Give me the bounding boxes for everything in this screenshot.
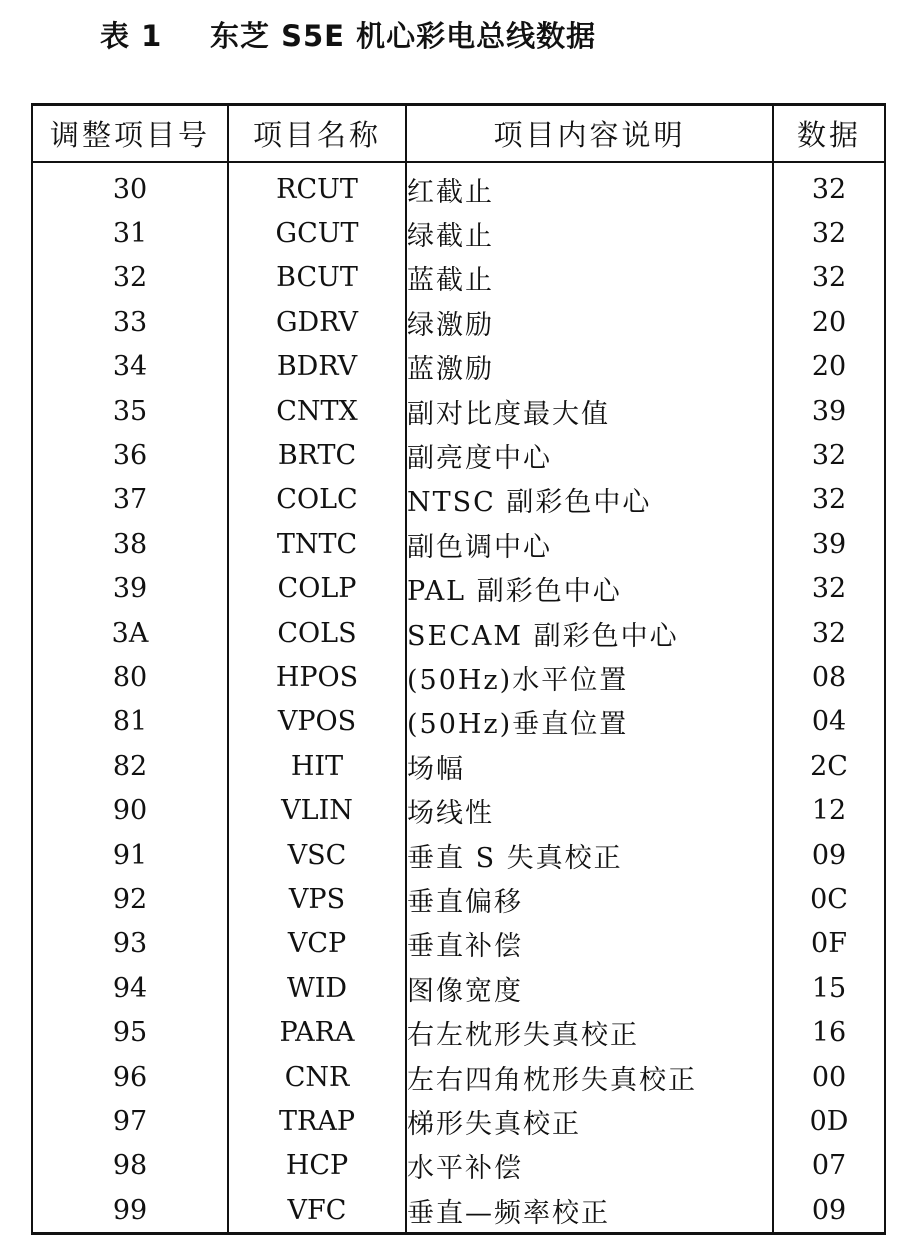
item-number-cell: 30 xyxy=(32,162,228,211)
item-description-cell: 副亮度中心 xyxy=(406,433,773,477)
data-value-cell: 16 xyxy=(811,1017,847,1049)
data-value-cell: 39 xyxy=(811,395,847,427)
item-name-cell: COLC xyxy=(228,478,406,522)
item-description-cell: 垂直—频率校正 xyxy=(406,1188,773,1234)
item-name-cell: VLIN xyxy=(228,788,406,832)
item-name-cell: WID xyxy=(228,966,406,1010)
item-number-cell: 92 xyxy=(32,877,228,921)
item-number-cell: 81 xyxy=(32,700,228,744)
data-value-cell: 0C xyxy=(810,883,848,915)
item-number-cell: 95 xyxy=(32,1010,228,1054)
item-description-cell: 副对比度最大值 xyxy=(406,389,773,433)
data-value-cell: 08 xyxy=(811,661,847,693)
item-description-cell: 垂直 S 失真校正 xyxy=(406,833,773,877)
item-name-cell: HIT xyxy=(228,744,406,788)
table-row xyxy=(32,922,885,966)
data-value-cell: 20 xyxy=(811,306,847,338)
table-row xyxy=(32,700,885,744)
item-number-cell: 94 xyxy=(32,966,228,1010)
item-description-cell: 右左枕形失真校正 xyxy=(406,1010,773,1054)
item-name-cell: CNTX xyxy=(228,389,406,433)
item-name-cell: GCUT xyxy=(228,211,406,255)
item-name-cell: HCP xyxy=(228,1144,406,1188)
data-value-cell: 09 xyxy=(811,1194,847,1226)
table-row xyxy=(32,788,885,832)
item-number-cell: 91 xyxy=(32,833,228,877)
item-description-cell: SECAM 副彩色中心 xyxy=(406,611,773,655)
table-row xyxy=(32,611,885,655)
data-value-cell: 00 xyxy=(811,1061,847,1093)
item-description-cell: 梯形失真校正 xyxy=(406,1099,773,1143)
table-number: 表 1 xyxy=(100,19,163,53)
item-name-cell: RCUT xyxy=(228,162,406,211)
item-name-cell: PARA xyxy=(228,1010,406,1054)
item-number-cell: 82 xyxy=(32,744,228,788)
item-name-cell: VPOS xyxy=(228,700,406,744)
table-row xyxy=(32,162,885,211)
item-number-cell: 38 xyxy=(32,522,228,566)
table-row xyxy=(32,300,885,344)
table-row xyxy=(32,211,885,255)
item-number-cell: 98 xyxy=(32,1144,228,1188)
item-name-cell: BDRV xyxy=(228,345,406,389)
item-description-cell: PAL 副彩色中心 xyxy=(406,567,773,611)
item-name-cell: TRAP xyxy=(228,1099,406,1143)
table-row xyxy=(32,478,885,522)
item-description-cell: 蓝激励 xyxy=(406,345,773,389)
table-row xyxy=(32,833,885,877)
table-row xyxy=(32,655,885,699)
item-number-cell: 99 xyxy=(32,1188,228,1234)
data-value-cell: 32 xyxy=(811,573,847,605)
header-data: 数据 xyxy=(773,105,885,163)
item-description-cell: (50Hz)垂直位置 xyxy=(406,700,773,744)
data-value-cell: 07 xyxy=(811,1150,847,1182)
item-name-cell: CNR xyxy=(228,1055,406,1099)
table-row xyxy=(32,1144,885,1188)
table-row xyxy=(32,966,885,1010)
table-row xyxy=(32,1055,885,1099)
item-number-cell: 39 xyxy=(32,567,228,611)
item-description-cell: 绿截止 xyxy=(406,211,773,255)
item-description-cell: 副色调中心 xyxy=(406,522,773,566)
data-value-cell: 32 xyxy=(811,440,847,472)
item-description-cell: 红截止 xyxy=(406,162,773,211)
header-item-number: 调整项目号 xyxy=(32,105,228,163)
item-number-cell: 34 xyxy=(32,345,228,389)
item-description-cell: NTSC 副彩色中心 xyxy=(406,478,773,522)
header-row xyxy=(32,105,885,163)
item-number-cell: 90 xyxy=(32,788,228,832)
item-number-cell: 37 xyxy=(32,478,228,522)
item-name-cell: VFC xyxy=(228,1188,406,1234)
item-name-cell: HPOS xyxy=(228,655,406,699)
item-description-cell: 场幅 xyxy=(406,744,773,788)
item-name-cell: BCUT xyxy=(228,256,406,300)
table-row xyxy=(32,345,885,389)
header-item-description: 项目内容说明 xyxy=(406,105,773,163)
table-title: 东芝 S5E 机心彩电总线数据 xyxy=(210,19,597,53)
table-row xyxy=(32,567,885,611)
item-name-cell: VPS xyxy=(228,877,406,921)
item-number-cell: 96 xyxy=(32,1055,228,1099)
item-name-cell: VCP xyxy=(228,922,406,966)
table-body xyxy=(32,162,885,1234)
item-number-cell: 3A xyxy=(32,611,228,655)
table-row xyxy=(32,1010,885,1054)
table-caption xyxy=(100,14,596,55)
data-value-cell: 0D xyxy=(809,1105,849,1137)
data-value-cell: 20 xyxy=(811,351,847,383)
table-row xyxy=(32,1188,885,1234)
data-value-cell: 09 xyxy=(811,839,847,871)
item-number-cell: 97 xyxy=(32,1099,228,1143)
item-name-cell: TNTC xyxy=(228,522,406,566)
data-value-cell: 32 xyxy=(811,484,847,516)
item-name-cell: GDRV xyxy=(228,300,406,344)
item-name-cell: COLS xyxy=(228,611,406,655)
item-description-cell: 水平补偿 xyxy=(406,1144,773,1188)
item-name-cell: BRTC xyxy=(228,433,406,477)
table-row xyxy=(32,1099,885,1143)
item-description-cell: (50Hz)水平位置 xyxy=(406,655,773,699)
item-description-cell: 场线性 xyxy=(406,788,773,832)
item-number-cell: 36 xyxy=(32,433,228,477)
data-value-cell: 04 xyxy=(811,706,847,738)
data-value-cell: 32 xyxy=(811,262,847,294)
header-item-name: 项目名称 xyxy=(228,105,406,163)
data-value-cell: 15 xyxy=(811,972,847,1004)
item-description-cell: 垂直偏移 xyxy=(406,877,773,921)
data-value-cell: 2C xyxy=(810,750,848,782)
item-description-cell: 图像宽度 xyxy=(406,966,773,1010)
item-number-cell: 80 xyxy=(32,655,228,699)
item-name-cell: VSC xyxy=(228,833,406,877)
item-description-cell: 垂直补偿 xyxy=(406,922,773,966)
data-value-cell: 32 xyxy=(811,218,847,250)
table-row xyxy=(32,389,885,433)
item-name-cell: COLP xyxy=(228,567,406,611)
item-description-cell: 绿激励 xyxy=(406,300,773,344)
item-number-cell: 32 xyxy=(32,256,228,300)
data-value-cell: 0F xyxy=(811,928,847,960)
data-value-cell: 12 xyxy=(811,795,847,827)
table-row xyxy=(32,744,885,788)
table-header xyxy=(32,105,885,163)
data-value-cell: 39 xyxy=(811,528,847,560)
item-description-cell: 左右四角枕形失真校正 xyxy=(406,1055,773,1099)
item-number-cell: 33 xyxy=(32,300,228,344)
table-row xyxy=(32,877,885,921)
item-number-cell: 93 xyxy=(32,922,228,966)
table-row xyxy=(32,522,885,566)
item-number-cell: 31 xyxy=(32,211,228,255)
item-description-cell: 蓝截止 xyxy=(406,256,773,300)
data-value-cell: 32 xyxy=(811,617,847,649)
table-row xyxy=(32,256,885,300)
data-value-cell: 32 xyxy=(811,173,847,205)
table-row xyxy=(32,433,885,477)
item-number-cell: 35 xyxy=(32,389,228,433)
bus-data-table xyxy=(31,103,886,1235)
